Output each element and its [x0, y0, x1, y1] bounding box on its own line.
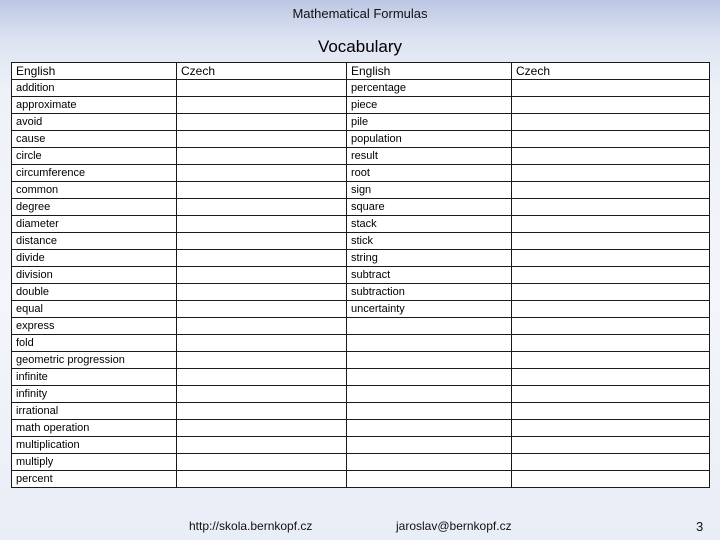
english-term-right: string: [347, 250, 512, 267]
czech-term-left: [177, 114, 347, 131]
vocabulary-table: [11, 62, 710, 488]
czech-term-right: [512, 471, 710, 488]
czech-term-right: [512, 420, 710, 437]
table-row: [12, 216, 710, 233]
czech-term-right: [512, 454, 710, 471]
table-row: [12, 165, 710, 182]
table-row: [12, 335, 710, 352]
czech-term-left: [177, 199, 347, 216]
english-term-left: divide: [12, 250, 177, 267]
czech-term-right: [512, 97, 710, 114]
czech-term-left: [177, 454, 347, 471]
czech-term-left: [177, 182, 347, 199]
column-header-english-left: English: [12, 63, 177, 80]
czech-term-left: [177, 267, 347, 284]
english-term-right: square: [347, 199, 512, 216]
czech-term-left: [177, 471, 347, 488]
presentation-title: Mathematical Formulas: [292, 6, 428, 21]
czech-term-right: [512, 165, 710, 182]
slide-title: Vocabulary: [317, 37, 403, 56]
english-term-right: stack: [347, 216, 512, 233]
czech-term-right: [512, 386, 710, 403]
czech-term-right: [512, 182, 710, 199]
english-term-right: [347, 318, 512, 335]
table-row: [12, 284, 710, 301]
czech-term-left: [177, 437, 347, 454]
table-row: [12, 301, 710, 318]
english-term-right: stick: [347, 233, 512, 250]
table-row: [12, 471, 710, 488]
czech-term-left: [177, 420, 347, 437]
czech-term-right: [512, 335, 710, 352]
table-row: [12, 403, 710, 420]
table-row: [12, 233, 710, 250]
page-number: 3: [696, 519, 704, 534]
table-row: [12, 437, 710, 454]
czech-term-left: [177, 301, 347, 318]
english-term-left: cause: [12, 131, 177, 148]
table-row: [12, 250, 710, 267]
english-term-right: subtract: [347, 267, 512, 284]
english-term-right: [347, 386, 512, 403]
czech-term-left: [177, 284, 347, 301]
table-row: [12, 80, 710, 97]
english-term-right: [347, 437, 512, 454]
table-row: [12, 386, 710, 403]
table-row: [12, 318, 710, 335]
czech-term-right: [512, 267, 710, 284]
czech-term-left: [177, 148, 347, 165]
english-term-left: multiplication: [12, 437, 177, 454]
czech-term-left: [177, 165, 347, 182]
english-term-left: common: [12, 182, 177, 199]
czech-term-left: [177, 369, 347, 386]
english-term-right: [347, 420, 512, 437]
english-term-left: equal: [12, 301, 177, 318]
czech-term-right: [512, 114, 710, 131]
czech-term-left: [177, 318, 347, 335]
table-row: [12, 352, 710, 369]
english-term-left: math operation: [12, 420, 177, 437]
english-term-left: approximate: [12, 97, 177, 114]
english-term-right: root: [347, 165, 512, 182]
czech-term-right: [512, 148, 710, 165]
english-term-left: percent: [12, 471, 177, 488]
vocabulary-table-body: [12, 80, 710, 488]
english-term-left: fold: [12, 335, 177, 352]
english-term-right: result: [347, 148, 512, 165]
czech-term-left: [177, 233, 347, 250]
english-term-right: population: [347, 131, 512, 148]
english-term-right: [347, 369, 512, 386]
czech-term-left: [177, 335, 347, 352]
czech-term-right: [512, 352, 710, 369]
czech-term-left: [177, 216, 347, 233]
czech-term-right: [512, 301, 710, 318]
english-term-right: percentage: [347, 80, 512, 97]
english-term-left: infinity: [12, 386, 177, 403]
table-row: [12, 182, 710, 199]
english-term-left: irrational: [12, 403, 177, 420]
table-row: [12, 267, 710, 284]
english-term-left: addition: [12, 80, 177, 97]
czech-term-left: [177, 352, 347, 369]
english-term-right: [347, 403, 512, 420]
column-header-czech-right: Czech: [512, 63, 710, 80]
czech-term-left: [177, 403, 347, 420]
english-term-left: avoid: [12, 114, 177, 131]
czech-term-left: [177, 80, 347, 97]
table-row: [12, 420, 710, 437]
english-term-right: uncertainty: [347, 301, 512, 318]
czech-term-right: [512, 369, 710, 386]
czech-term-right: [512, 250, 710, 267]
english-term-right: [347, 335, 512, 352]
czech-term-right: [512, 216, 710, 233]
footer-email: jaroslav@bernkopf.cz: [396, 519, 512, 533]
english-term-left: express: [12, 318, 177, 335]
table-row: [12, 148, 710, 165]
czech-term-right: [512, 318, 710, 335]
czech-term-right: [512, 403, 710, 420]
english-term-right: subtraction: [347, 284, 512, 301]
column-header-czech-left: Czech: [177, 63, 347, 80]
czech-term-left: [177, 250, 347, 267]
english-term-right: [347, 471, 512, 488]
english-term-left: circle: [12, 148, 177, 165]
table-row: [12, 199, 710, 216]
english-term-left: diameter: [12, 216, 177, 233]
english-term-left: distance: [12, 233, 177, 250]
czech-term-right: [512, 233, 710, 250]
czech-term-right: [512, 80, 710, 97]
english-term-left: multiply: [12, 454, 177, 471]
table-row: [12, 114, 710, 131]
table-header-row: [12, 63, 710, 80]
czech-term-right: [512, 131, 710, 148]
english-term-right: sign: [347, 182, 512, 199]
table-row: [12, 97, 710, 114]
english-term-left: circumference: [12, 165, 177, 182]
english-term-right: [347, 352, 512, 369]
english-term-left: division: [12, 267, 177, 284]
footer-url: http://skola.bernkopf.cz: [189, 519, 313, 533]
czech-term-right: [512, 437, 710, 454]
english-term-left: double: [12, 284, 177, 301]
czech-term-right: [512, 199, 710, 216]
czech-term-left: [177, 97, 347, 114]
table-row: [12, 131, 710, 148]
column-header-english-right: English: [347, 63, 512, 80]
table-row: [12, 369, 710, 386]
english-term-right: pile: [347, 114, 512, 131]
english-term-left: degree: [12, 199, 177, 216]
czech-term-left: [177, 131, 347, 148]
czech-term-left: [177, 386, 347, 403]
table-row: [12, 454, 710, 471]
english-term-left: infinite: [12, 369, 177, 386]
czech-term-right: [512, 284, 710, 301]
english-term-right: [347, 454, 512, 471]
english-term-left: geometric progression: [12, 352, 177, 369]
english-term-right: piece: [347, 97, 512, 114]
